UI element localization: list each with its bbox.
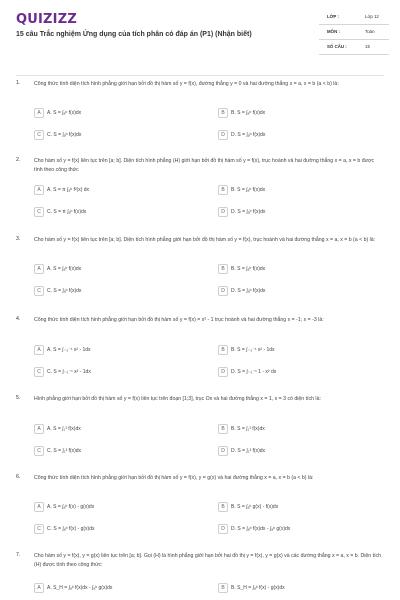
option-letter: A	[34, 424, 44, 434]
page-header	[0, 0, 400, 64]
question-number: 1.	[16, 80, 21, 86]
question-text: Cho hàm số y = f(x) liên tục trên [a; b]. Diện tích hình phẳng giới hạn bởi đồ thị hàm số y = f(x), trục hoành và hai đường thẳng x = a, x = b (a < b) là:	[34, 237, 376, 243]
option-text: C. S = ∫₁³ f(x)dx	[47, 448, 82, 454]
option-text: D. S = ∫ₐᵇ f(x)dx	[231, 288, 266, 294]
option-text: C. S = ∫ₐᵇ f(x)dx	[47, 132, 82, 138]
option-text: A. S = ∫₋₃⁻¹ x² - 1dx	[47, 347, 91, 353]
option-letter: B	[218, 185, 228, 195]
option-text: C. S = π ∫ₐᵇ f(x)dx	[47, 209, 87, 215]
meta-key: SỐ CÂU :	[327, 44, 347, 49]
meta-row-subject	[319, 25, 389, 40]
page-title: 15 câu Trắc nghiệm Ứng dụng của tích phân có đáp án (P1) (Nhận biết)	[16, 31, 252, 38]
question-text: Công thức tính diện tích hình phẳng giới hạn bởi đồ thị hàm số y = f(x) = x² - 1 trục hoành và hai đường thẳng x = -1; x = -3 là:	[34, 317, 324, 323]
option-text: C. S = ∫₋₃⁻¹ x² - 1dx	[47, 369, 91, 375]
question-text: Công thức tính diện tích hình phẳng giới hạn bởi đồ thị hàm số y = f(x), đường thẳng y = 0 và hai đường thẳng x = a, x = b (a < b) là:	[34, 81, 339, 87]
option-letter: B	[218, 108, 228, 118]
quizizz-logo: QUIZIZZ	[16, 12, 77, 27]
option-letter: C	[34, 524, 44, 534]
meta-value: Toán	[365, 29, 375, 34]
option-text: C. S = ∫ₐᵇ f(x) - g(x)dx	[47, 526, 95, 532]
option-text: A. S = ∫ₐᵇ f(x) - g(x)dx	[47, 504, 95, 510]
option-text: B. S = ∫ₐᵇ f(x)dx	[231, 187, 266, 193]
option-text: B. S = ∫₋₃⁻¹ x² - 1dx	[231, 347, 275, 353]
option-letter: A	[34, 264, 44, 274]
option-text: A. S_H = ∫ₐᵇ f(x)dx - ∫ₐᵇ g(x)dx	[47, 585, 113, 591]
option-text: D. S = ∫ₐᵇ f(x)dx	[231, 209, 266, 215]
meta-row-count	[319, 40, 389, 55]
option-text: D. S = ∫₁³ f(x)dx	[231, 448, 266, 454]
question-number: 3.	[16, 236, 21, 242]
option-letter: B	[218, 424, 228, 434]
option-text: A. S = π ∫ₐᵇ f²(x) dx	[47, 187, 90, 193]
option-text: D. S = ∫₋₃⁻¹ 1 - x² dx	[231, 369, 277, 375]
option-letter: C	[34, 286, 44, 296]
option-text: C. S = ∫ₐᵇ f(x)dx	[47, 288, 82, 294]
option-letter: D	[218, 446, 228, 456]
option-letter: A	[34, 502, 44, 512]
option-letter: D	[218, 207, 228, 217]
option-letter: C	[34, 446, 44, 456]
option-letter: D	[218, 130, 228, 140]
option-text: B. S = ∫₁³ f(x)dx	[231, 426, 265, 432]
question-number: 7.	[16, 552, 21, 558]
option-letter: B	[218, 264, 228, 274]
option-letter: C	[34, 207, 44, 217]
meta-value: 15	[365, 44, 370, 49]
option-letter: C	[34, 130, 44, 140]
question-number: 5.	[16, 395, 21, 401]
question-number: 2.	[16, 157, 21, 163]
option-letter: B	[218, 583, 228, 593]
question-text: Cho hàm số y = f(x), y = g(x) liên tục trên [a; b]. Gọi (H) là hình phẳng giới hạn bởi hai đồ thị y = f(x), y = g(x) và các đường thẳng x = a, x = b. Diện tích (H) được tính theo công thức:	[34, 553, 381, 568]
option-letter: D	[218, 524, 228, 534]
question-number: 4.	[16, 316, 21, 322]
option-letter: C	[34, 367, 44, 377]
option-letter: A	[34, 583, 44, 593]
option-text: A. S = ∫ₐᵇ f(x)dx	[47, 266, 82, 272]
option-text: A. S = ∫ₐᵇ f(x)dx	[47, 110, 82, 116]
option-text: B. S = ∫ₐᵇ f(x)dx	[231, 266, 266, 272]
meta-row-class	[319, 10, 389, 25]
option-text: D. S = ∫ₐᵇ f(x)dx	[231, 132, 266, 138]
option-letter: B	[218, 502, 228, 512]
option-text: D. S = ∫ₐᵇ f(x)dx - ∫ₐᵇ g(x)dx	[231, 526, 291, 532]
header-divider	[16, 75, 384, 76]
question-number: 6.	[16, 474, 21, 480]
option-letter: D	[218, 286, 228, 296]
option-text: B. S = ∫ₐᵇ g(x) - f(x)dx	[231, 504, 279, 510]
option-letter: A	[34, 108, 44, 118]
question-text: Công thức tính diện tích hình phẳng giới hạn bởi đồ thị hàm số y = f(x), y = g(x) và hai đường thẳng x = a, x = b (a < b) là:	[34, 475, 314, 481]
meta-table	[319, 10, 389, 55]
option-text: B. S = ∫ₐᵇ f(x)dx	[231, 110, 266, 116]
option-text: A. S = ∫₁³ f(x)dx	[47, 426, 81, 432]
option-letter: D	[218, 367, 228, 377]
option-letter: A	[34, 185, 44, 195]
meta-key: MÔN :	[327, 29, 340, 34]
option-letter: A	[34, 345, 44, 355]
question-text: Cho hàm số y = f(x) liên tục trên [a; b]. Diện tích hình phẳng (H) giới hạn bởi đồ thị hàm số y = f(x), trục hoành và hai đường thẳng x = a, x = b được tính theo công thức	[34, 158, 375, 173]
option-text: B. S_H = ∫ₐᵇ f(x) - g(x)dx	[231, 585, 285, 591]
meta-key: LỚP :	[327, 14, 339, 19]
meta-value: Lớp 12	[365, 14, 379, 19]
question-text: Hình phẳng giới hạn bởi đồ thị hàm số y = f(x) liên tục trên đoạn [1;3], trục Ox và hai đường thẳng x = 1, x = 3 có diện tích là:	[34, 396, 321, 402]
option-letter: B	[218, 345, 228, 355]
